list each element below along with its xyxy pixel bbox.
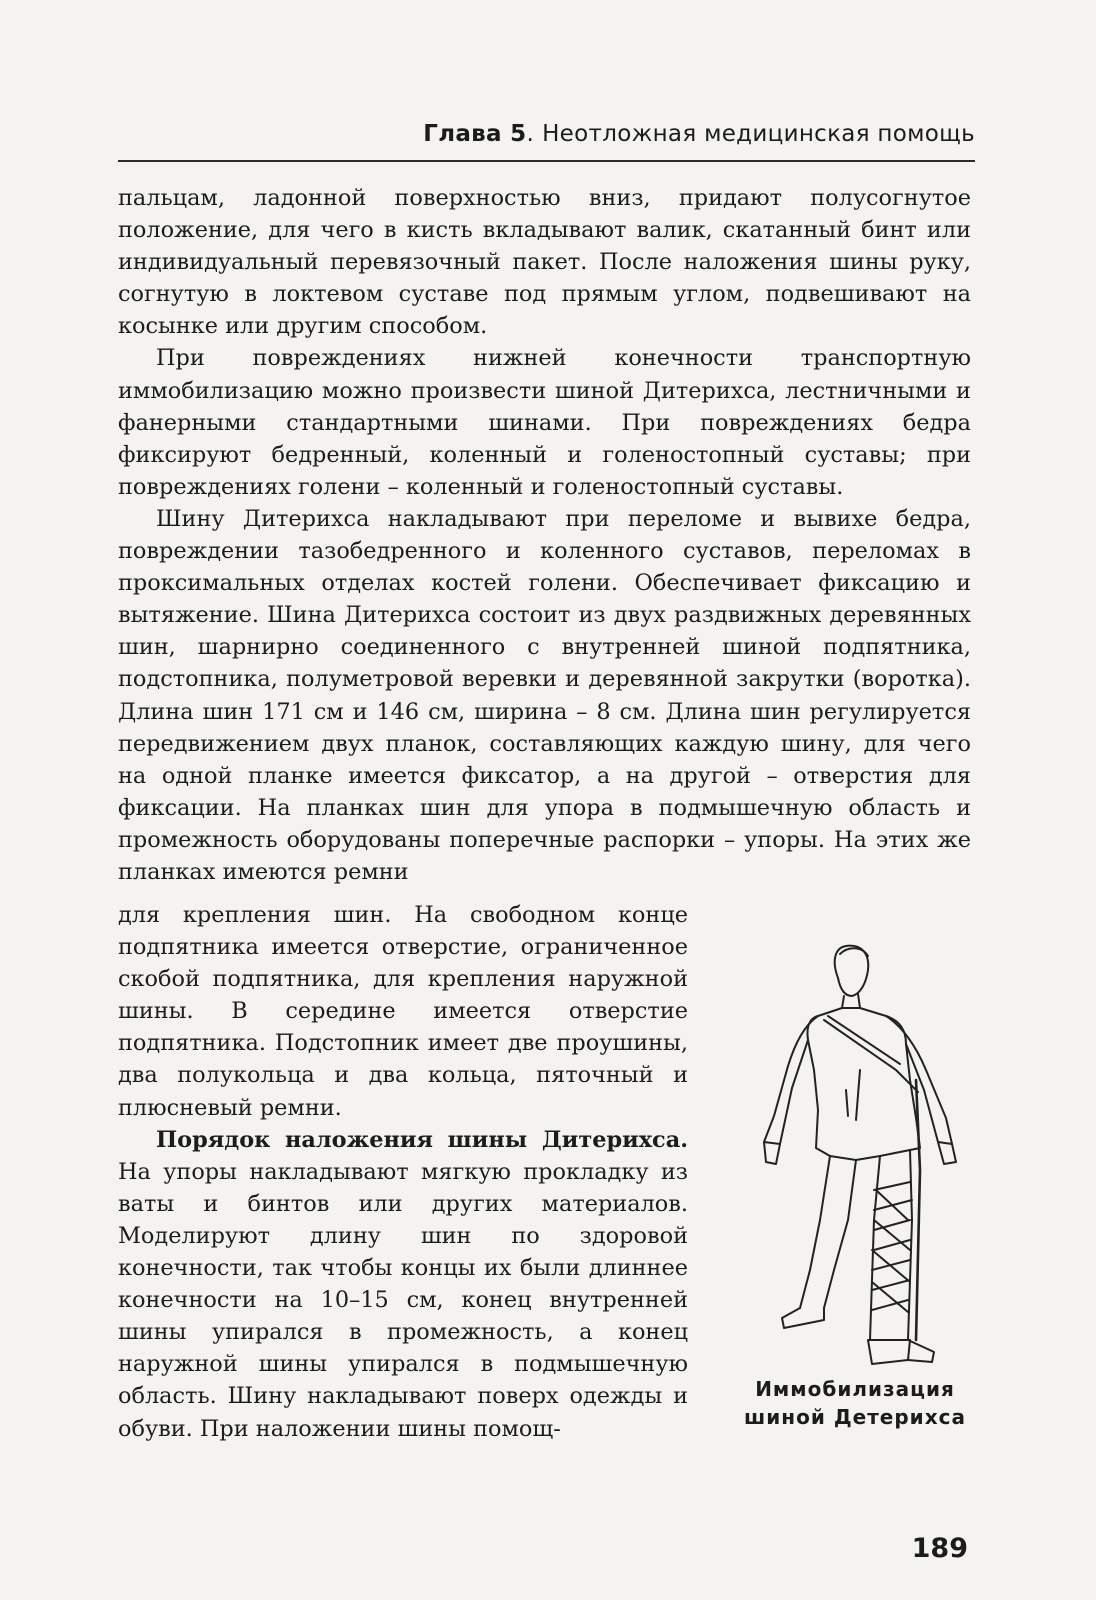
paragraph-splint-parts: для крепления шин. На свободном конце подпятника имеется отверстие, ограниченное скобой подпятника, для крепления наружной шины. В середине имеется отверстие подпятника. Подстопник имеет две проушины, два полукольца и два кольца, пяточный и плюсневый ремни.	[118, 902, 688, 1121]
procedure-text: На упоры накладывают мягкую прокладку из ваты и бинтов или других материалов. Моделируют длину шин по здоровой конечности, так чтобы концы их были длиннее конечности на 10–15 см, конец внутренней шины упирался в промежность, а конец наружной шины упирался в подмышечную область. Шину накладывают поверх одежды и обуви. При наложении шины помощ-	[118, 1158, 688, 1442]
chapter-label: Глава 5	[423, 121, 527, 147]
figure-left-arm	[764, 1016, 818, 1144]
caption-line-2: шиной Детерихса	[744, 1405, 966, 1429]
paragraph-lower-limb: При повреждениях нижней конечности транспортную иммобилизацию можно произвести шиной Дитерихса, лестничными и фанерными стандартными шинами. При повреждениях бедра фиксируют бедренный, коленный и голеностопный суставы; при повреждениях голени – коленный и голеностопный суставы.	[118, 345, 971, 500]
caption-line-1: Иммобилизация	[755, 1377, 955, 1401]
body-text-full-width	[118, 182, 971, 888]
running-header	[118, 118, 975, 162]
splint-bandaging	[872, 1182, 912, 1312]
chapter-title: Неотложная медицинская помощь	[542, 121, 975, 147]
header-text	[423, 121, 975, 147]
body-text-beside-figure	[118, 899, 688, 1445]
figure-caption	[720, 1375, 990, 1431]
paragraph-dieterichs-splint: Шину Дитерихса накладывают при переломе и вывихе бедра, повреждении тазобедренного и коленного суставов, переломах в проксимальных отделах костей голени. Обеспечивает фиксацию и вытяжение. Шина Дитерихса состоит из двух раздвижных деревянных шин, шарнирно соединенного с внутренней шиной подпятника, подстопника, полуметровой веревки и деревянной закрутки (воротка). Длина шин 171 см и 146 см, ширина – 8 см. Длина шин регулируется передвижением двух планок, составляющих каждую шину, для чего на одной планке имеется фиксатор, а на другой – отверстия для фиксации. На планках шин для упора в подмышечную область и промежность оборудованы поперечные распорки – упоры. На этих же планках имеются ремни	[118, 505, 971, 885]
splint-rod	[916, 1080, 920, 1340]
figure-left-leg	[800, 1156, 856, 1308]
paragraph-procedure	[118, 1124, 688, 1445]
header-separator: .	[526, 121, 535, 147]
splint-illustration	[720, 920, 990, 1375]
procedure-heading: Порядок наложения шины Дитерихса.	[156, 1126, 688, 1153]
paragraph-continued: пальцам, ладонной поверхностью вниз, придают полусогнутое положение, для чего в кисть вкладывают валик, скатанный бинт или индивидуальный перевязочный пакет. После наложения шины руку, согнутую в локтевом суставе под прямым углом, подвешивают на косынке или другим способом.	[118, 185, 971, 340]
page-number: 189	[911, 1533, 968, 1564]
figure-strap	[824, 1016, 918, 1092]
